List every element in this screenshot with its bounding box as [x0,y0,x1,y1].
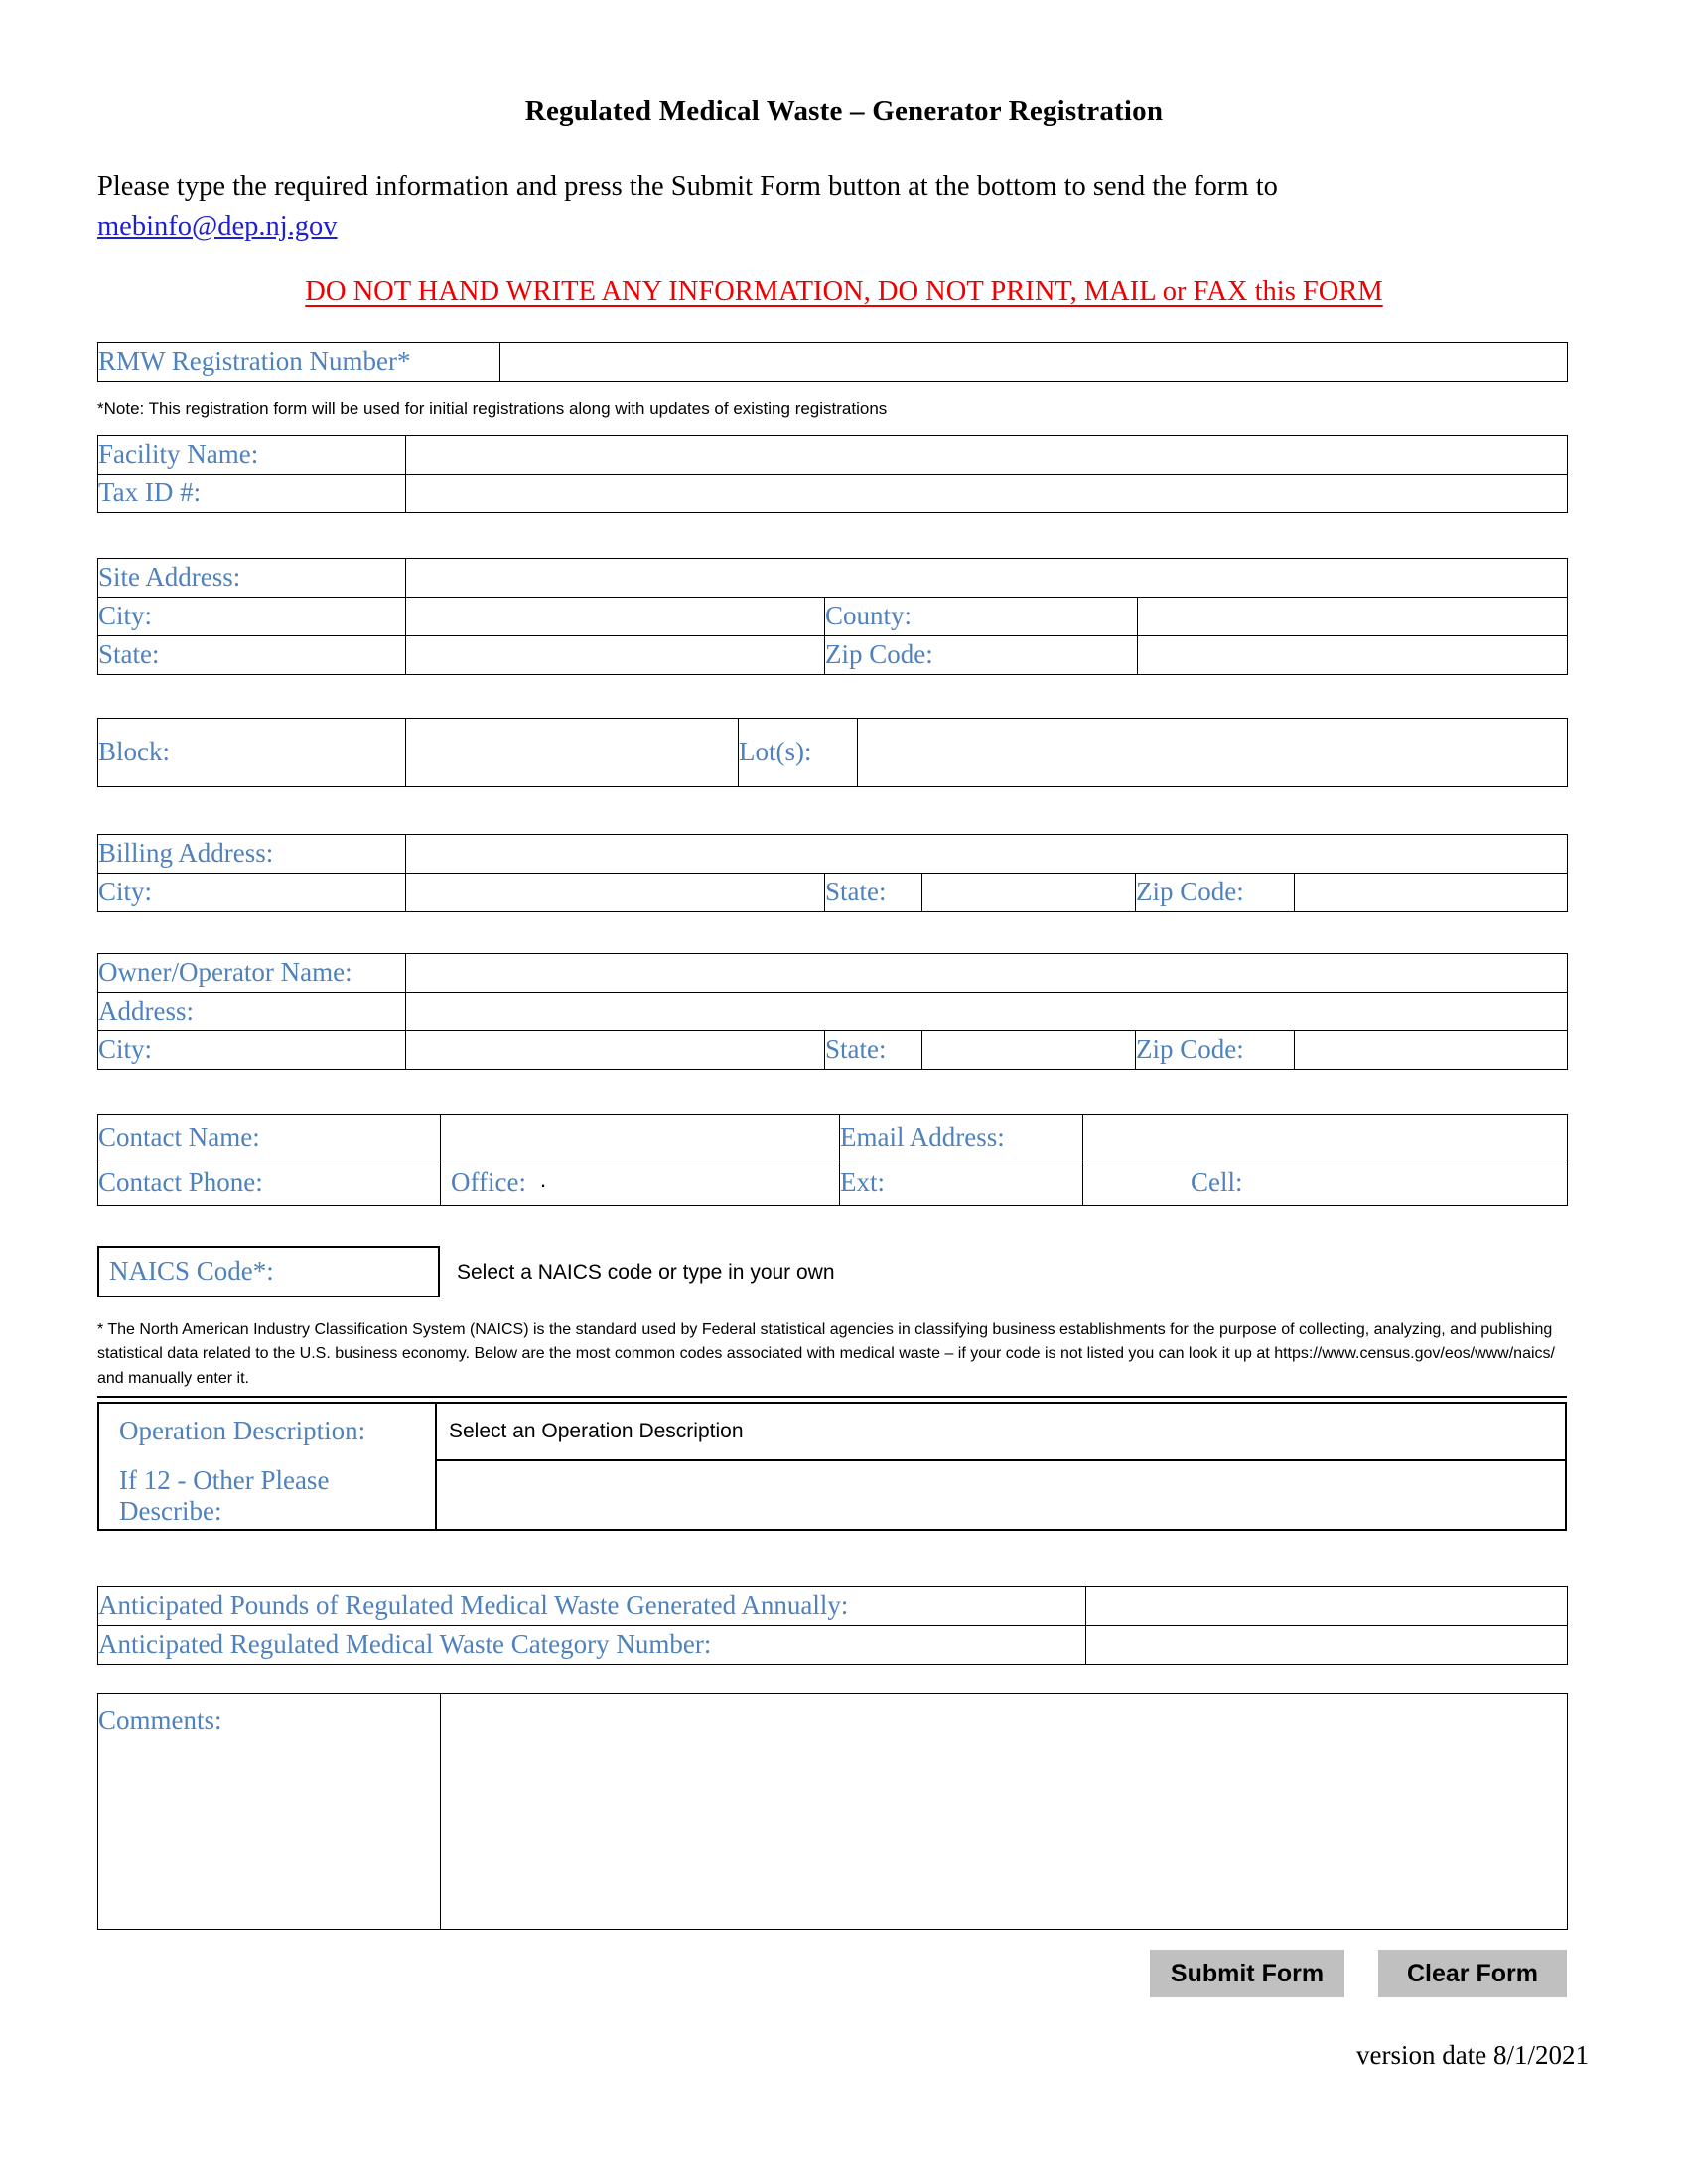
site-zip-label: Zip Code: [825,636,1138,675]
billing-state-label: State: [825,874,922,912]
office-value[interactable]: . [539,1166,547,1192]
operation-other-label: If 12 - Other Please Describe: [119,1465,330,1527]
owner-operator-name-label: Owner/Operator Name: [98,954,406,993]
owner-zip-label: Zip Code: [1136,1031,1295,1070]
site-county-label: County: [825,598,1138,636]
comments-label: Comments: [98,1694,441,1930]
contact-name-label: Contact Name: [98,1115,441,1160]
owner-state-label: State: [825,1031,922,1070]
naics-code-label: NAICS Code*: [109,1256,274,1287]
table-row [98,874,1568,912]
billing-city-label: City: [98,874,406,912]
owner-address-cell[interactable] [406,993,1568,1031]
rmw-registration-number-input[interactable] [500,343,1567,381]
contact-name-cell[interactable] [441,1115,840,1160]
billing-city-cell[interactable] [406,874,825,912]
naics-footnote: * The North American Industry Classification System (NAICS) is the standard used by Federal statistical agencies in classifying business establishments for the purpose of collecting, analyzing, and publishing statistical data related to the U.S. business economy. Below are the most common codes associated with medical waste – if your code is not listed you can look it up at https://www.census.gov/eos/www/naics/ and manually enter it. [97,1321,1555,1387]
email-address-cell[interactable] [1083,1115,1568,1160]
ext-label: Ext: [840,1160,1083,1206]
owner-address-label: Address: [98,993,406,1031]
comments-textarea[interactable] [441,1692,1567,1927]
block-cell[interactable] [406,719,739,787]
site-state-cell[interactable] [406,636,825,675]
table-row [98,343,1568,382]
owner-operator-block [97,953,1568,1070]
facility-block [97,435,1568,513]
billing-address-label: Billing Address: [98,835,406,874]
registration-note: *Note: This registration form will be used for initial registrations along with updates of existing registrations [97,399,888,418]
anticipated-block [97,1586,1568,1665]
anticipated-category-label: Anticipated Regulated Medical Waste Category Number: [98,1626,1086,1665]
site-county-cell[interactable] [1138,598,1568,636]
table-row [98,475,1568,513]
email-address-input[interactable] [1083,1115,1567,1160]
billing-zip-label: Zip Code: [1136,874,1295,912]
lot-label: Lot(s): [739,719,858,787]
contact-phone-label: Contact Phone: [98,1160,441,1206]
version-date: version date 8/1/2021 [1356,2040,1589,2070]
contact-name-input[interactable] [441,1115,839,1160]
table-row [98,1626,1568,1665]
comments-block [97,1693,1568,1930]
warning-banner: DO NOT HAND WRITE ANY INFORMATION, DO NOT PRINT, MAIL or FAX this FORM [305,276,1383,307]
anticipated-pounds-label: Anticipated Pounds of Regulated Medical Waste Generated Annually: [98,1587,1086,1626]
operation-other-textarea[interactable] [439,1463,1563,1529]
billing-city-input[interactable] [406,874,824,911]
table-row [98,1160,1568,1206]
table-row [98,1031,1568,1070]
tax-id-input[interactable] [406,475,1567,512]
table-row [98,1694,1568,1930]
table-row [98,1115,1568,1160]
tax-id-label: Tax ID #: [98,475,406,513]
registration-number-block [97,342,1568,382]
site-county-input[interactable] [1138,598,1567,635]
operation-column-divider [435,1404,437,1529]
owner-city-cell[interactable] [406,1031,825,1070]
block-input[interactable] [406,719,738,786]
block-label: Block: [98,719,406,787]
site-state-label: State: [98,636,406,675]
page-title: Regulated Medical Waste – Generator Registration [524,95,1164,127]
site-address-block [97,558,1568,675]
rmw-registration-number-cell[interactable] [500,343,1568,382]
intro-text: Please type the required information and press the Submit Form button at the bottom to send the form to [97,171,1278,202]
operation-row-divider [435,1459,1565,1461]
site-address-cell[interactable] [406,559,1568,598]
billing-address-cell[interactable] [406,835,1568,874]
billing-zip-input[interactable] [1295,874,1567,911]
section-divider [97,1396,1567,1398]
office-label: Office: [451,1167,526,1198]
submit-form-button[interactable]: Submit Form [1150,1950,1344,1997]
site-address-input[interactable] [406,559,1567,597]
site-city-input[interactable] [406,598,824,635]
facility-name-cell[interactable] [406,436,1568,475]
anticipated-category-cell[interactable] [1086,1626,1568,1665]
operation-description-label: Operation Description: [119,1416,366,1445]
facility-name-input[interactable] [406,436,1567,474]
operation-description-block [97,1402,1567,1531]
naics-code-hint: Select a NAICS code or type in your own [457,1261,835,1284]
cell-phone-cell[interactable] [1083,1160,1568,1206]
operation-description-hint[interactable]: Select an Operation Description [449,1420,744,1442]
owner-zip-input[interactable] [1295,1031,1567,1069]
billing-zip-cell[interactable] [1295,874,1568,912]
table-row [98,559,1568,598]
owner-state-cell[interactable] [922,1031,1136,1070]
billing-address-input[interactable] [406,835,1567,873]
table-row [98,636,1568,675]
cell-label: Cell: [1191,1166,1243,1197]
table-row [98,719,1568,787]
site-state-input[interactable] [406,636,824,674]
owner-operator-name-cell[interactable] [406,954,1568,993]
table-row [98,835,1568,874]
table-row [98,436,1568,475]
tax-id-cell[interactable] [406,475,1568,513]
facility-name-label: Facility Name: [98,436,406,475]
site-city-cell[interactable] [406,598,825,636]
billing-address-block [97,834,1568,912]
intro-paragraph [97,166,1418,247]
contact-block [97,1114,1568,1206]
email-address-label: Email Address: [840,1115,1083,1160]
owner-city-input[interactable] [406,1031,824,1069]
table-row [98,954,1568,993]
owner-state-input[interactable] [922,1031,1135,1069]
billing-state-cell[interactable] [922,874,1136,912]
table-row [98,993,1568,1031]
site-city-label: City: [98,598,406,636]
owner-address-input[interactable] [406,993,1567,1030]
site-address-label: Site Address: [98,559,406,598]
clear-form-button[interactable]: Clear Form [1378,1950,1567,1997]
lot-cell[interactable] [858,719,1568,787]
anticipated-category-input[interactable] [1086,1626,1567,1664]
site-zip-cell[interactable] [1138,636,1568,675]
naics-code-box[interactable] [97,1246,440,1297]
contact-office-cell[interactable] [441,1160,840,1206]
lot-input[interactable] [858,719,1567,786]
anticipated-pounds-input[interactable] [1086,1587,1567,1625]
owner-city-label: City: [98,1031,406,1070]
owner-zip-cell[interactable] [1295,1031,1568,1070]
owner-operator-name-input[interactable] [406,954,1567,992]
billing-state-input[interactable] [922,874,1135,911]
block-lot-block [97,718,1568,787]
comments-cell[interactable] [441,1694,1568,1930]
rmw-registration-number-label: RMW Registration Number* [98,343,500,382]
email-link[interactable]: mebinfo@dep.nj.gov [97,211,338,242]
site-zip-input[interactable] [1138,636,1567,674]
anticipated-pounds-cell[interactable] [1086,1587,1568,1626]
table-row [98,1587,1568,1626]
table-row [98,598,1568,636]
